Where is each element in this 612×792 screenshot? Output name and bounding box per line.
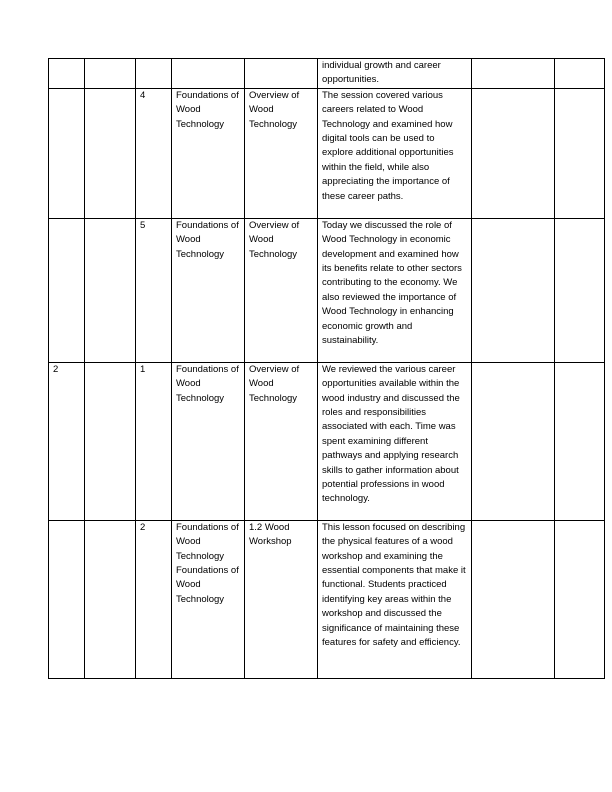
empty-cell: [555, 362, 605, 520]
description-cell: We reviewed the various career opportunities available within the wood industry and discussed the roles and responsibilities associated with each. Time was spent examining different pathways and applying research skills to gather information about potential professions in wood technology.: [318, 362, 472, 520]
blank-cell: [85, 218, 136, 362]
week-cell: [49, 59, 85, 89]
week-cell: [49, 88, 85, 218]
sub-strand-cell: [245, 59, 318, 89]
empty-cell: [555, 520, 605, 678]
empty-cell: [555, 88, 605, 218]
strand-cell: [172, 59, 245, 89]
empty-cell: [555, 218, 605, 362]
empty-cell: [472, 520, 555, 678]
table-row: [49, 362, 605, 520]
strand-cell: Foundations of Wood Technology: [172, 362, 245, 520]
description-cell: individual growth and career opportunities.: [318, 59, 472, 89]
sub-strand-cell: Overview of Wood Technology: [245, 362, 318, 520]
description-cell: The session covered various careers related to Wood Technology and examined how digital tools can be used to explore additional opportunities within the field, while also appreciating the importance of these career paths.: [318, 88, 472, 218]
empty-cell: [472, 218, 555, 362]
sub-strand-cell: Overview of Wood Technology: [245, 88, 318, 218]
strand-cell: Foundations of Wood Technology Foundations of Wood Technology: [172, 520, 245, 678]
blank-cell: [85, 59, 136, 89]
week-cell: [49, 218, 85, 362]
empty-cell: [472, 362, 555, 520]
lesson-cell: 1: [136, 362, 172, 520]
blank-cell: [85, 520, 136, 678]
lesson-cell: [136, 59, 172, 89]
table-row: [49, 59, 605, 89]
strand-cell: Foundations of Wood Technology: [172, 88, 245, 218]
description-cell: Today we discussed the role of Wood Technology in economic development and examined how its benefits relate to other sectors contributing to the economy. We also reviewed the importance of Wood Technology in enhancing economic growth and sustainability.: [318, 218, 472, 362]
sub-strand-cell: 1.2 Wood Workshop: [245, 520, 318, 678]
lesson-log-table: [48, 58, 605, 679]
description-cell: This lesson focused on describing the physical features of a wood workshop and examining the essential components that make it functional. Students practiced identifying key areas within the workshop and discussed the significance of maintaining these features for safety and efficiency.: [318, 520, 472, 678]
lesson-cell: 2: [136, 520, 172, 678]
blank-cell: [85, 362, 136, 520]
table-row: [49, 88, 605, 218]
empty-cell: [555, 59, 605, 89]
table-row: [49, 520, 605, 678]
lesson-cell: 4: [136, 88, 172, 218]
lesson-cell: 5: [136, 218, 172, 362]
strand-cell: Foundations of Wood Technology: [172, 218, 245, 362]
empty-cell: [472, 59, 555, 89]
week-cell: 2: [49, 362, 85, 520]
empty-cell: [472, 88, 555, 218]
table-row: [49, 218, 605, 362]
week-cell: [49, 520, 85, 678]
sub-strand-cell: Overview of Wood Technology: [245, 218, 318, 362]
blank-cell: [85, 88, 136, 218]
